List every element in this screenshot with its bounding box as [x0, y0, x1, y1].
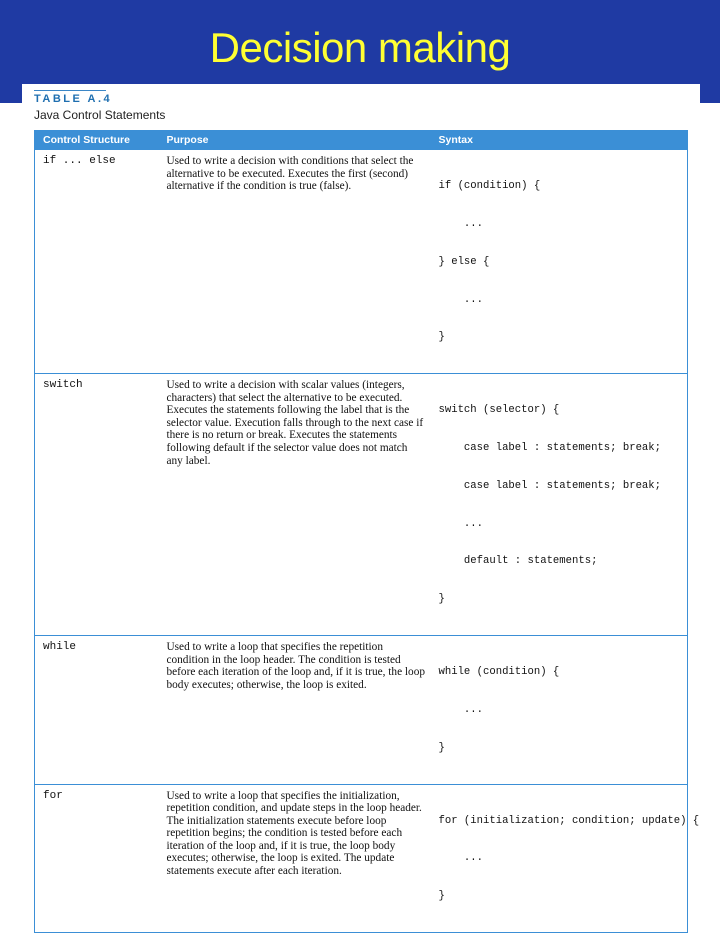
syntax-line: ...: [438, 703, 484, 716]
header-purpose: Purpose: [159, 131, 431, 150]
control-structure-cell: switch: [35, 374, 159, 636]
table-caption: Java Control Statements: [34, 108, 166, 122]
syntax-line: for (initialization; condition; update) {: [438, 814, 700, 827]
syntax-line: default : statements;: [438, 555, 598, 568]
syntax-line: case label : statements; break;: [438, 442, 662, 455]
syntax-line: }: [438, 593, 445, 606]
purpose-cell: Used to write a decision with scalar values (integers, characters) that select the alternative to be executed. Executes the statements following the label that is the selector value. Execution falls through to the next case if there is no return or break. Executes the statements following default if the selector value does not match any label.: [159, 374, 431, 636]
syntax-line: ...: [438, 852, 484, 865]
syntax-line: if (condition) {: [438, 180, 541, 193]
syntax-cell: [431, 374, 688, 636]
java-control-statements-table: [34, 130, 700, 933]
syntax-line: } else {: [438, 255, 490, 268]
table-header-row: [35, 131, 688, 150]
table-row: [35, 150, 688, 374]
scanned-table-page: [22, 84, 700, 903]
control-structure-cell: while: [35, 635, 159, 784]
syntax-line: ...: [438, 217, 484, 230]
syntax-line: }: [438, 741, 445, 754]
header-syntax: Syntax: [431, 131, 688, 150]
table-label: TABLE A.4: [34, 93, 113, 105]
control-structure-cell: if ... else: [35, 150, 159, 374]
table-row: [35, 374, 688, 636]
purpose-cell: Used to write a loop that specifies the repetition condition in the loop header. The condition is tested before each iteration of the loop and, if it is true, the loop body executes; otherwise, the loop is exited.: [159, 635, 431, 784]
syntax-line: }: [438, 331, 445, 344]
syntax-line: while (condition) {: [438, 666, 560, 679]
purpose-cell: Used to write a decision with conditions that select the alternative to be executed. Executes the first (second) alternative if the condition is true (false).: [159, 150, 431, 374]
table-row: [35, 635, 688, 784]
header-control-structure: Control Structure: [35, 131, 159, 150]
syntax-cell: [431, 635, 688, 784]
table-row: [35, 784, 688, 933]
purpose-cell: Used to write a loop that specifies the initialization, repetition condition, and update steps in the loop header. The initialization statements execute before loop repetition begins; the condition is tested before each iteration of the loop and, if it is true, the loop body executes; otherwise, the loop is exited. The update statements execute after each iteration.: [159, 784, 431, 933]
syntax-cell: [431, 150, 688, 374]
table-label-rule: [34, 90, 106, 91]
control-structure-cell: for: [35, 784, 159, 933]
syntax-line: case label : statements; break;: [438, 479, 662, 492]
syntax-line: switch (selector) {: [438, 404, 560, 417]
syntax-line: ...: [438, 293, 484, 306]
slide-title: Decision making: [209, 24, 511, 71]
syntax-cell: [431, 784, 700, 933]
syntax-line: }: [438, 890, 445, 903]
syntax-line: ...: [438, 517, 484, 530]
